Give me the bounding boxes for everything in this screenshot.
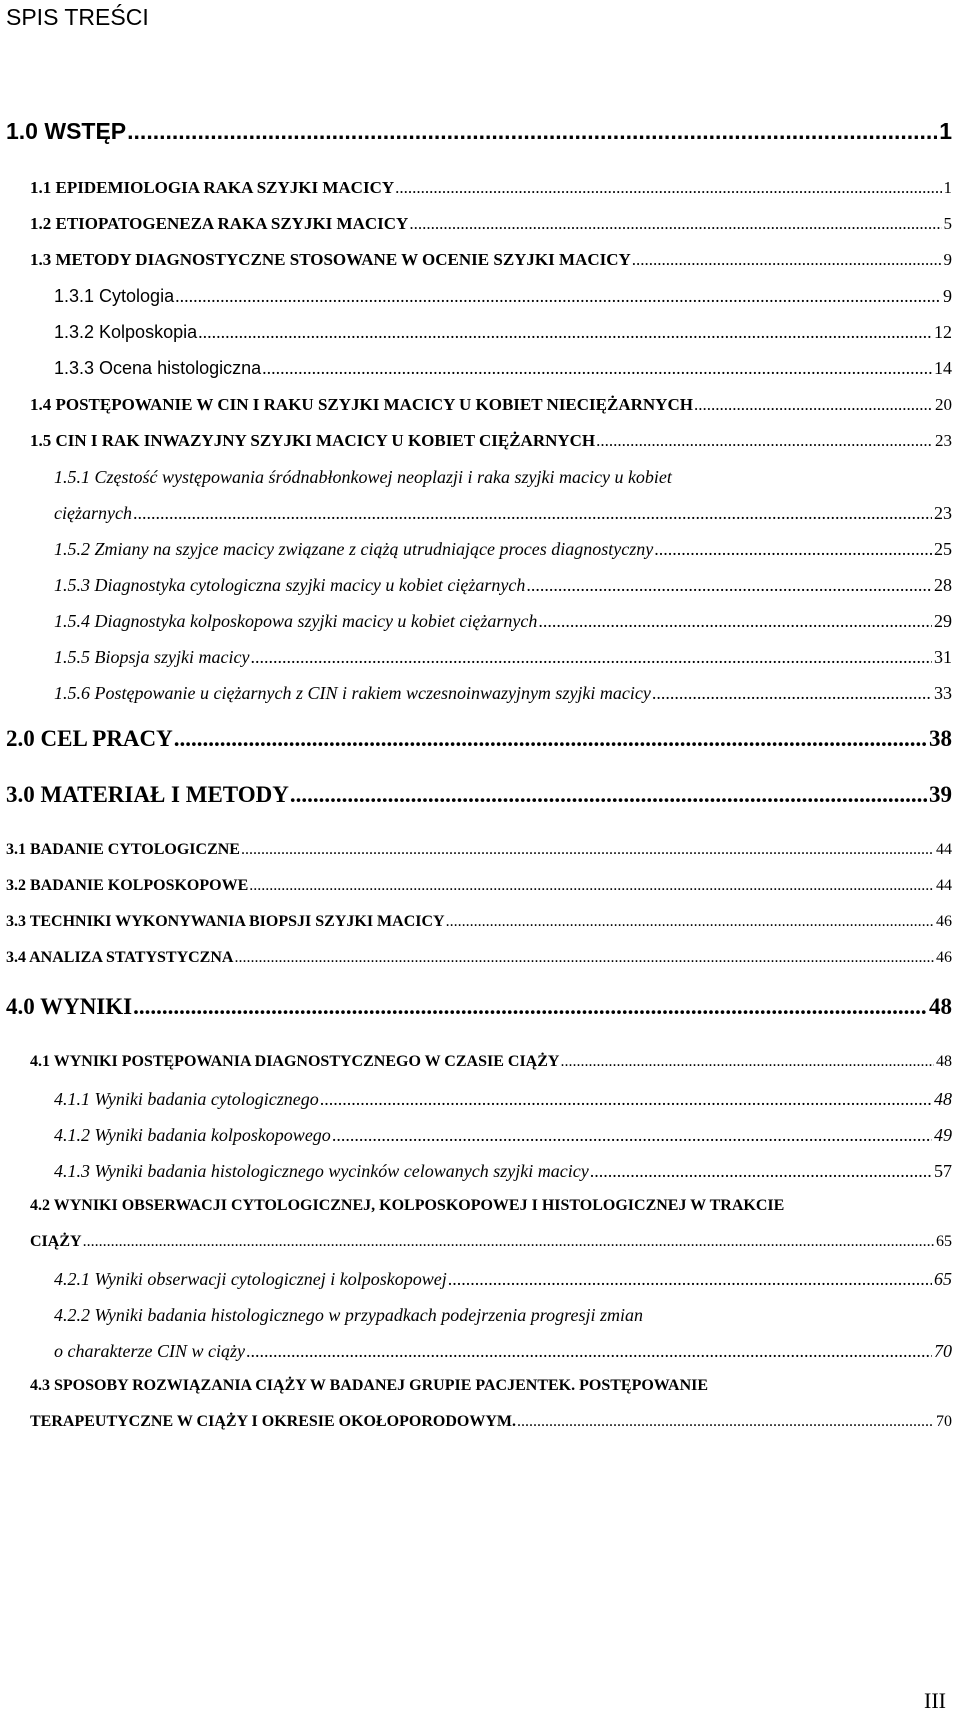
toc-entry-page: 33	[934, 683, 952, 703]
toc-entry-page: 48	[936, 1053, 952, 1070]
toc-leader	[246, 1341, 932, 1362]
toc-entry-title: 4.1.1 Wyniki badania cytologicznego	[54, 1089, 319, 1109]
toc-entry-title-continued: ciężarnych	[54, 503, 132, 523]
toc-leader	[560, 1053, 934, 1071]
toc-leader	[446, 913, 934, 931]
toc-entry-title: 1.3 METODY DIAGNOSTYCZNE STOSOWANE W OCENIE SZYJKI MACICY	[30, 250, 631, 269]
toc-entry-title: 4.2.1 Wyniki obserwacji cytologicznej i kolposkopowej	[54, 1269, 447, 1289]
toc-entry[interactable]	[6, 782, 952, 808]
toc-entry[interactable]	[54, 683, 952, 704]
page-title: SPIS TREŚCI	[6, 4, 149, 30]
toc-entry-page: 70	[936, 1413, 952, 1430]
toc-leader	[320, 1089, 932, 1110]
toc-entry[interactable]	[6, 949, 952, 967]
toc-entry-title: 1.0 WSTĘP	[6, 118, 127, 144]
toc-entry-page: 49	[934, 1125, 952, 1145]
toc-entry[interactable]	[54, 539, 952, 560]
toc-entry-title: 4.1.2 Wyniki badania kolposkopowego	[54, 1125, 331, 1145]
toc-entry-title-continued: CIĄŻY	[30, 1233, 82, 1250]
toc-entry-title: 4.1.3 Wyniki badania histologicznego wycinków celowanych szyjki macicy	[54, 1161, 589, 1181]
toc-leader	[538, 611, 932, 632]
toc-entry-title-continued: o charakterze CIN w ciąży	[54, 1341, 245, 1361]
toc-entry[interactable]	[54, 322, 952, 343]
toc-entry-title: 3.1 BADANIE CYTOLOGICZNE	[6, 841, 240, 858]
toc-leader	[234, 949, 934, 967]
toc-leader	[526, 575, 932, 596]
toc-entry-title: 1.3.3 Ocena histologiczna	[54, 358, 262, 378]
toc-entry[interactable]	[30, 1233, 952, 1251]
toc-leader	[133, 994, 927, 1020]
toc-entry-page: 23	[934, 503, 952, 523]
toc-entry[interactable]	[6, 726, 952, 752]
toc-leader	[83, 1233, 934, 1251]
toc-entry-title: 4.1 WYNIKI POSTĘPOWANIA DIAGNOSTYCZNEGO W CZASIE CIĄŻY	[30, 1053, 560, 1070]
toc-entry-page: 70	[934, 1341, 952, 1361]
toc-leader	[590, 1161, 932, 1182]
toc-entry-title: 4.2.2 Wyniki badania histologicznego w przypadkach podejrzenia progresji zmian	[54, 1305, 643, 1325]
toc-entry-title: 3.4 ANALIZA STATYSTYCZNA	[6, 949, 234, 966]
toc-leader	[694, 395, 933, 415]
toc-entry-title: 1.2 ETIOPATOGENEZA RAKA SZYJKI MACICY	[30, 214, 409, 233]
toc-entry-title: 1.3.2 Kolposkopia	[54, 322, 198, 342]
toc-entry-title: 1.5.1 Częstość występowania śródnabłonkowej neoplazji i raka szyjki macicy u kobiet	[54, 467, 672, 487]
toc-entry-page: 25	[934, 539, 952, 559]
toc-entry-page: 46	[936, 949, 952, 966]
toc-entry-title: 1.4 POSTĘPOWANIE W CIN I RAKU SZYJKI MACICY U KOBIET NIECIĘŻARNYCH	[30, 395, 693, 414]
toc-entry[interactable]	[30, 395, 952, 415]
toc-entry-page: 12	[934, 322, 952, 342]
toc-entry[interactable]	[6, 841, 952, 859]
toc-leader	[249, 877, 934, 895]
toc-entry-page: 57	[934, 1161, 952, 1181]
toc-leader	[448, 1269, 932, 1290]
toc-entry[interactable]	[30, 431, 952, 451]
toc-entry-title: 1.5.3 Diagnostyka cytologiczna szyjki macicy u kobiet ciężarnych	[54, 575, 526, 595]
toc-entry-title: 1.5.5 Biopsja szyjki macicy	[54, 647, 250, 667]
toc-entry-page: 5	[943, 214, 952, 233]
toc-leader	[175, 286, 941, 307]
toc-entry-page: 46	[936, 913, 952, 930]
toc-entry[interactable]	[30, 178, 952, 198]
toc-entry-title: 1.5.4 Diagnostyka kolposkopowa szyjki macicy u kobiet ciężarnych	[54, 611, 538, 631]
toc-leader	[198, 322, 932, 343]
toc-entry[interactable]	[54, 1089, 952, 1110]
toc-leader	[409, 214, 941, 234]
toc-leader	[654, 539, 932, 560]
toc-leader	[652, 683, 932, 704]
toc-leader	[290, 782, 927, 808]
toc-entry-title: 4.2 WYNIKI OBSERWACJI CYTOLOGICZNEJ, KOLPOSKOPOWEJ I HISTOLOGICZNEJ W TRAKCIE	[30, 1197, 785, 1214]
toc-entry-title: 1.5.2 Zmiany na szyjce macicy związane z ciążą utrudniające proces diagnostyczny	[54, 539, 654, 559]
toc-entry-title: 4.3 SPOSOBY ROZWIĄZANIA CIĄŻY W BADANEJ GRUPIE PACJENTEK. POSTĘPOWANIE	[30, 1377, 709, 1394]
toc-entry-page: 28	[934, 575, 952, 595]
toc-entry[interactable]	[54, 647, 952, 668]
toc-entry[interactable]	[54, 1161, 952, 1182]
toc-entry[interactable]	[54, 1125, 952, 1146]
toc-leader	[332, 1125, 932, 1146]
toc-entry-title: 1.5.6 Postępowanie u ciężarnych z CIN i rakiem wczesnoinwazyjnym szyjki macicy	[54, 683, 651, 703]
toc-leader	[632, 250, 942, 270]
toc-entry-page: 31	[934, 647, 952, 667]
toc-entry-page: 65	[936, 1233, 952, 1250]
toc-leader	[241, 841, 934, 859]
toc-entry-title: 3.3 TECHNIKI WYKONYWANIA BIOPSJI SZYJKI MACICY	[6, 913, 445, 930]
toc-entry[interactable]	[6, 913, 952, 931]
toc-entry[interactable]	[6, 994, 952, 1020]
toc-entry-title: 1.3.1 Cytologia	[54, 286, 175, 306]
toc-entry-page: 9	[943, 250, 952, 269]
toc-leader	[174, 726, 927, 752]
toc-entry[interactable]	[30, 214, 952, 234]
toc-entry-page: 23	[935, 431, 952, 450]
toc-entry[interactable]	[30, 1413, 952, 1431]
toc-leader	[250, 647, 932, 668]
toc-entry[interactable]	[6, 877, 952, 895]
toc-entry-title: 3.2 BADANIE KOLPOSKOPOWE	[6, 877, 249, 894]
toc-entry[interactable]	[54, 358, 952, 379]
toc-entry-page: 14	[934, 358, 952, 378]
toc-entry-page: 29	[934, 611, 952, 631]
toc-entry-title-continued: TERAPEUTYCZNE W CIĄŻY I OKRESIE OKOŁOPORODOWYM.	[30, 1413, 516, 1430]
toc-leader	[127, 118, 937, 145]
toc-entry[interactable]	[54, 1269, 952, 1290]
toc-entry-page: 48	[934, 1089, 952, 1109]
toc-entry-page: 38	[929, 726, 952, 751]
toc-entry[interactable]	[54, 1341, 952, 1362]
toc-leader	[262, 358, 932, 379]
toc-entry-page: 44	[936, 877, 952, 894]
toc-entry-title: 1.5 CIN I RAK INWAZYJNY SZYJKI MACICY U KOBIET CIĘŻARNYCH	[30, 431, 596, 450]
toc-leader	[596, 431, 933, 451]
toc-entry[interactable]	[54, 286, 952, 307]
toc-entry[interactable]	[30, 250, 952, 270]
toc-entry[interactable]	[54, 575, 952, 596]
toc-entry-title: 1.1 EPIDEMIOLOGIA RAKA SZYJKI MACICY	[30, 178, 395, 197]
toc-entry-page: 1	[943, 178, 952, 197]
toc-entry-title: 3.0 MATERIAŁ I METODY	[6, 782, 289, 807]
toc-entry-page: 48	[929, 994, 952, 1019]
toc-entry[interactable]	[30, 1053, 952, 1071]
toc-entry-page: 20	[935, 395, 952, 414]
toc-entry-page: 39	[929, 782, 952, 807]
toc-leader	[133, 503, 932, 524]
toc-entry-page: 44	[936, 841, 952, 858]
toc-entry-page: 9	[943, 286, 952, 306]
toc-entry-title: 2.0 CEL PRACY	[6, 726, 173, 751]
toc-entry-title: 4.0 WYNIKI	[6, 994, 133, 1019]
toc-entry-page: 1	[939, 118, 952, 144]
toc-entry[interactable]	[6, 118, 952, 145]
toc-leader	[517, 1413, 934, 1431]
toc-leader	[395, 178, 941, 198]
page-number: III	[924, 1688, 946, 1713]
toc-entry[interactable]	[54, 611, 952, 632]
toc-entry[interactable]	[54, 503, 952, 524]
toc-entry-page: 65	[934, 1269, 952, 1289]
